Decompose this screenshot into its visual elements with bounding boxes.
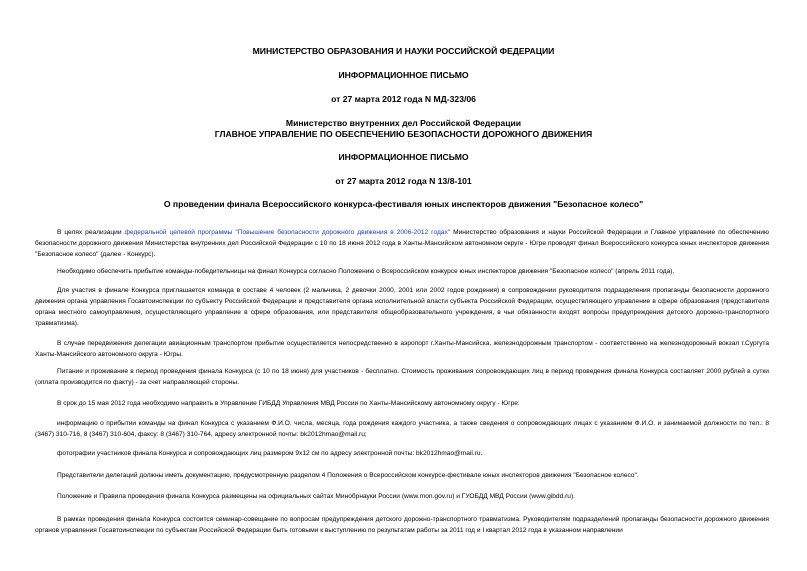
document-subject: О проведении финала Всероссийского конкурса-фестиваля юных инспекторов движения "Безопасное колесо" bbox=[163, 199, 644, 209]
paragraph-3: Для участия в финале Конкурса приглашается команда в составе 4 человек (2 мальчика, 2 девочки 2000, 2001 или 2002 годов рождения) в сопровождении руководителя подразделения пропаганды безопасности дорожного движения органа управления Госавтоинспекции по субъекту Российской Федерации и представителя органа исполнительной власти субъекта Российской Федерации, осуществляющего управление в сфере образования (представителя органа местного самоуправления, осуществляющего управление в сфере образования, или представителя общеобразовательного учреждения, в чьи обязанности входят вопросы предупреждения детского дорожно-транспортного травматизма). bbox=[35, 287, 769, 327]
letter-date-1: от 27 марта 2012 года N МД-323/06 bbox=[331, 94, 476, 104]
program-title-link[interactable]: "Повышение безопасности дорожного движения в 2006-2012 годах" bbox=[235, 229, 451, 236]
directorate-heading: ГЛАВНОЕ УПРАВЛЕНИЕ ПО ОБЕСПЕЧЕНИЮ БЕЗОПАСНОСТИ ДОРОЖНОГО ДВИЖЕНИЯ bbox=[214, 129, 593, 139]
ministry-interior-heading: Министерство внутренних дел Российской Федерации bbox=[285, 118, 522, 128]
paragraph-1-rest: Министерство образования и науки Российской Федерации и Главное управление по обеспечению безопасности дорожного движения Министерства внутренних дел Российской Федерации с 10 по 18 июня 2012 года в Ханты-Мансийском автономном округе - Югре проводят финал Всероссийского конкурса юных инспекторов движения "Безопасное колесо" (далее - Конкурс). bbox=[35, 229, 769, 258]
letter-type-heading-2: ИНФОРМАЦИОННОЕ ПИСЬМО bbox=[338, 152, 469, 162]
paragraph-8: фотографии участников финала Конкурса и сопровождающих лиц размером 9x12 см по адресу электронной почты: bk2012hmao@mail.ru. bbox=[57, 450, 483, 457]
paragraph-4: В случае передвижения делегации авиационным транспортом прибытие осуществляется непосредственно в аэропорт г.Ханты-Мансийска, железнодорожным транспортом - соответственно на железнодорожный вокзал г.Сургута Ханты-Мансийского автономного округа - Югры. bbox=[35, 340, 769, 358]
paragraph-2: Необходимо обеспечить прибытие команды-победительницы на финал Конкурса согласно Положению о Всероссийском конкурсе юных инспекторов движения "Безопасное колесо" (апрель 2011 года). bbox=[57, 268, 675, 275]
letter-date-2: от 27 марта 2012 года N 13/8-101 bbox=[335, 176, 472, 186]
paragraph-11: В рамках проведения финала Конкурса состоится семинар-совещание по вопросам предупреждения детского дорожно-транспортного травматизма. Руководителям подразделений пропаганды безопасности дорожного движения органов управления Госавтоинспекции по субъектам Российской Федерации быть готовыми к выступлению по результатам работы за 2011 год и I квартал 2012 года в указанном направлении bbox=[35, 516, 769, 534]
program-link[interactable]: федеральной целевой программы bbox=[124, 229, 233, 236]
paragraph-1-intro: В целях реализации bbox=[57, 229, 125, 236]
paragraph-1 bbox=[35, 227, 769, 260]
paragraph-10: Положение и Правила проведения финала Конкурса размещены на официальных сайтах Минобрнауки России (www.mon.gov.ru) и ГУОБДД МВД России (www.gibdd.ru). bbox=[57, 493, 575, 500]
ministry-education-heading: МИНИСТЕРСТВО ОБРАЗОВАНИЯ И НАУКИ РОССИЙСКОЙ ФЕДЕРАЦИИ bbox=[252, 46, 555, 56]
paragraph-6: В срок до 15 мая 2012 года необходимо направить в Управление ГИБДД Управления МВД России по Ханты-Мансийскому автономному округу - Югре: bbox=[57, 400, 520, 407]
letter-type-heading-1: ИНФОРМАЦИОННОЕ ПИСЬМО bbox=[338, 70, 469, 80]
paragraph-9: Представители делегаций должны иметь документацию, предусмотренную разделом 4 Положения о Всероссийском конкурсе-фестивале юных инспекторов движения "Безопасное колесо". bbox=[57, 472, 639, 479]
paragraph-7: информацию о прибытии команды на финал Конкурса с указанием Ф.И.О. числа, месяца, года рождения каждого участника, а также сведения о сопровождающих лицах с указанием Ф.И.О. и занимаемой должности по тел.: 8 (3467) 310-716, 8 (3467) 310-604, факсу: 8 (3467) 310-764, адресу электронной почты: bk2012hmao@mail.ru; bbox=[35, 420, 769, 438]
paragraph-5: Питание и проживание в период проведения финала Конкурса (с 10 по 18 июня) для участников - бесплатно. Стоимость проживания сопровождающих лиц в период проведения финала Конкурса составляет 2000 рублей в сутки (оплата производится по факту) - за счет направляющей стороны. bbox=[35, 368, 769, 386]
